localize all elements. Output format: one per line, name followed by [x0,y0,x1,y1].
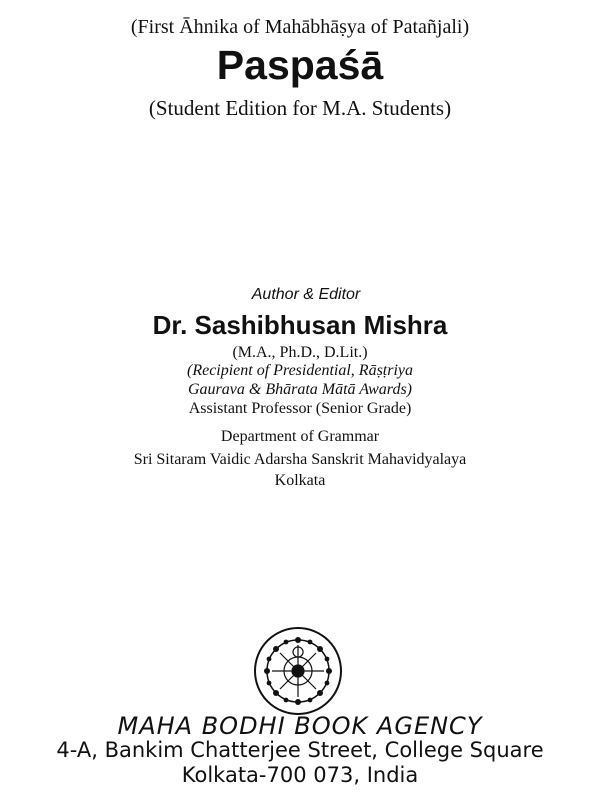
edition-note: (Student Edition for M.A. Students) [148,96,452,120]
author-name: Dr. Sashibhusan Mishra [152,310,448,340]
series-note: (First Āhnika of Mahābhāṣya of Patañjali) [130,16,470,38]
college-name: Sri Sitaram Vaidic Adarsha Sanskrit Mahavidyalaya [133,451,467,468]
author-position: Assistant Professor (Senior Grade) [188,400,412,417]
author-degrees: (M.A., Ph.D., D.Lit.) [232,344,368,361]
award-line-2: Gaurava & Bhārata Mātā Awards) [187,381,412,398]
publisher-seal-icon [253,626,343,716]
publisher-city-pin: Kolkata-700 073, India [181,763,419,787]
publisher-address: 4-A, Bankim Chatterjee Street, College Square [56,738,544,762]
author-role: Author & Editor [251,286,361,303]
publisher-name: MAHA BODHI BOOK AGENCY [117,712,483,740]
college-city: Kolkata [274,472,326,489]
book-title: Paspaśā [216,42,384,88]
department: Department of Grammar [220,428,380,445]
award-line-1: (Recipient of Presidential, Rāṣṭriya [186,362,414,379]
